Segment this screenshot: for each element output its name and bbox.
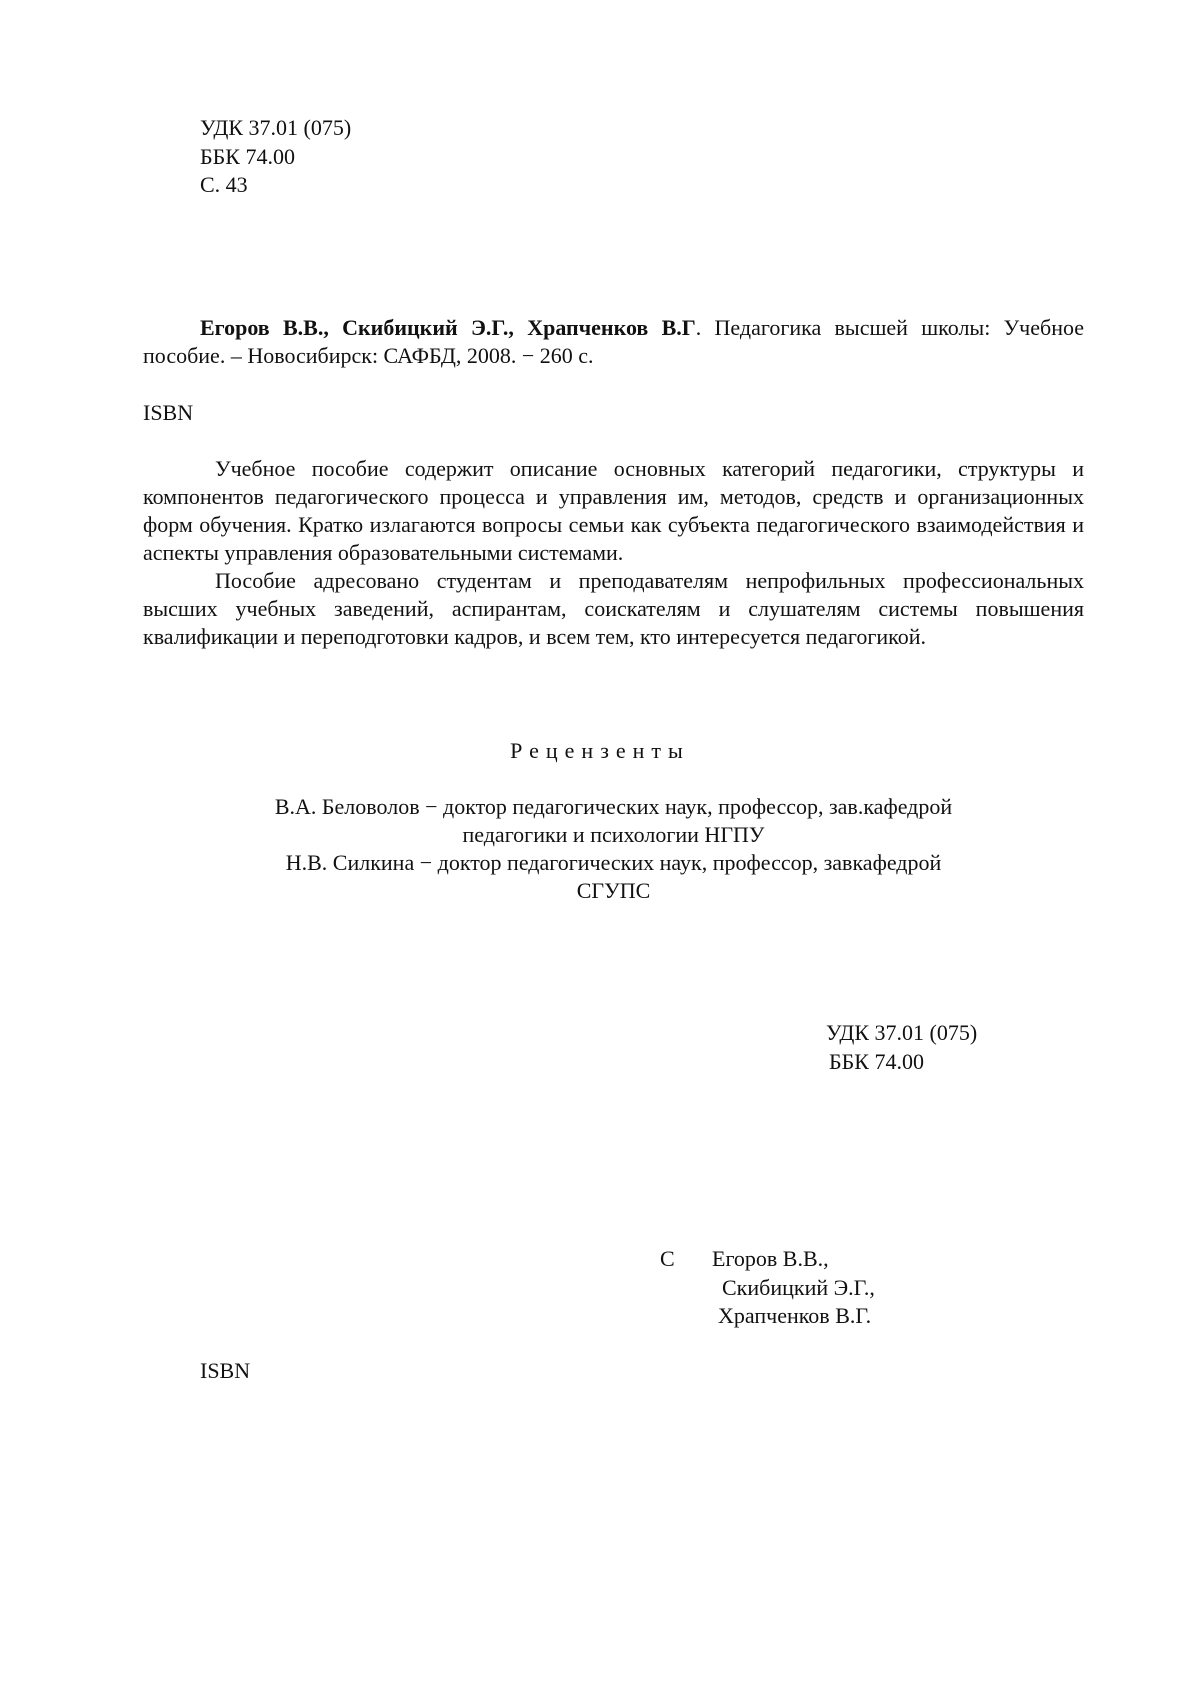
copyright-author: Скибицкий Э.Г., — [722, 1274, 875, 1300]
citation-title: . Педагогика высшей школы: Учебное пособие. – Новосибирск: САФБД, 2008. − 260 с. — [143, 315, 1084, 368]
reviewer-line: педагогики и психологии НГПУ — [462, 822, 765, 847]
bbk-code: ББК 74.00 — [829, 1049, 924, 1074]
reviewers-heading: Рецензенты — [510, 738, 690, 763]
reviewer-line: В.А. Беловолов − доктор педагогических наук, профессор, зав.кафедрой — [274, 794, 953, 819]
copyright-symbol: С — [660, 1246, 675, 1271]
reviewers-list — [143, 793, 1084, 905]
annotation-paragraph-2: Пособие адресовано студентам и преподавателям непрофильных профессиональных высших учебных заведений, аспирантам, соискателям и слушателям системы повышения квалификации и переподготовки кадров, и всем тем, кто интересуется педагогикой. — [143, 568, 1084, 649]
reviewer-silkina — [143, 849, 1084, 905]
author-mark: С. 43 — [200, 172, 248, 197]
classification-codes-top — [200, 114, 351, 200]
udk-code: УДК 37.01 (075) — [200, 115, 352, 140]
bbk-code: ББК 74.00 — [200, 143, 295, 169]
reviewer-belovolov — [143, 793, 1084, 849]
reviewer-line: СГУПС — [576, 878, 651, 903]
copyright-author: Егоров В.В., — [712, 1246, 829, 1271]
citation-authors: Егоров В.В., Скибицкий Э.Г., Храпченков В.Г — [200, 315, 696, 340]
bibliographic-citation — [143, 314, 1084, 370]
annotation-paragraph-1: Учебное пособие содержит описание основных категорий педагогики, структуры и компонентов педагогического процесса и управления им, методов, средств и организационных форм обучения. Кратко излагаются вопросы семьи как субъекта педагогического взаимодействия и аспекты управления образовательными системами. — [143, 456, 1084, 565]
reviewer-line: Н.В. Силкина − доктор педагогических наук, профессор, завкафедрой — [285, 850, 942, 875]
copyright-authors — [712, 1245, 912, 1331]
annotation — [143, 455, 1084, 651]
isbn-bottom: ISBN — [200, 1358, 251, 1383]
copyright-author: Храпченков В.Г. — [718, 1303, 872, 1328]
classification-codes-bottom — [826, 1018, 977, 1076]
isbn-top: ISBN — [143, 400, 194, 425]
udk-code: УДК 37.01 (075) — [826, 1020, 978, 1045]
